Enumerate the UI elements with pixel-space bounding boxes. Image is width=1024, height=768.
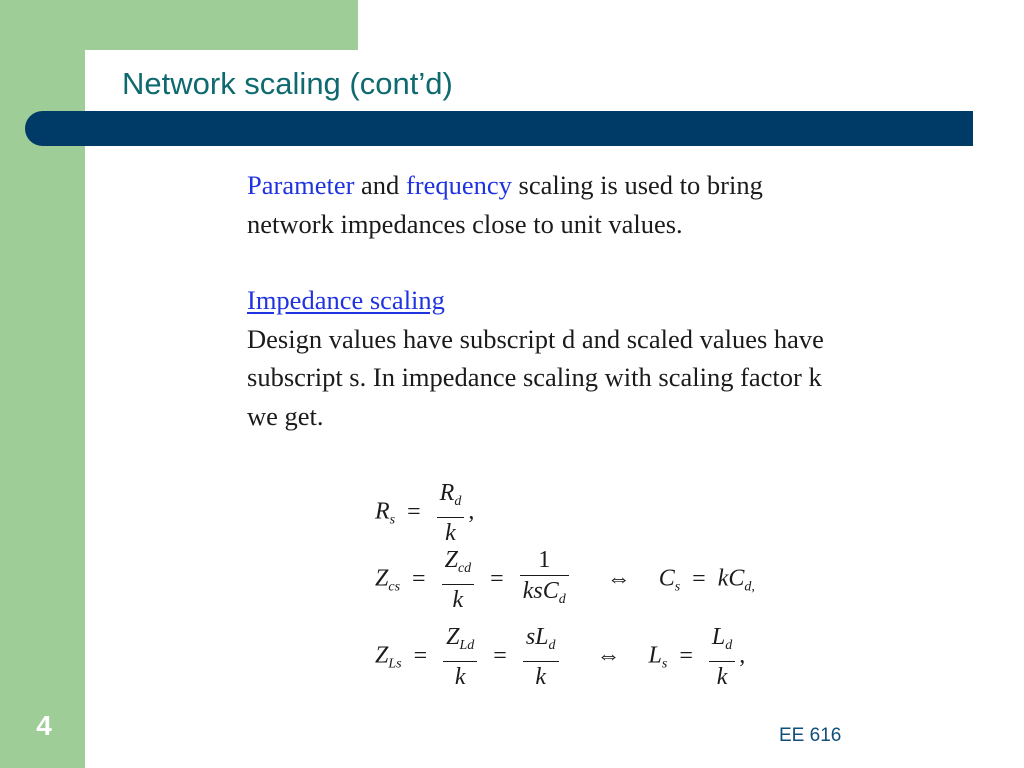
equation-zcs: $Z_{cs}$ = $\frac{Z_{cd}}{k}$ = $\frac{1}{ksC_d}$ ⇔ $C_s = kC_{d,}$: [375, 547, 755, 613]
slide-number: 4: [36, 710, 52, 741]
slide-title: Network scaling (cont’d): [122, 66, 453, 101]
title-underline-bar: [25, 111, 973, 146]
section-heading[interactable]: Impedance scaling: [247, 285, 445, 315]
frequency-word: frequency: [405, 170, 512, 200]
equivalence-icon: ⇔: [606, 565, 631, 592]
slide-body: [247, 166, 847, 435]
intro-paragraph: Parameter and frequency scaling is used to bring network impedances close to unit values.: [247, 170, 763, 239]
top-green-band: [0, 0, 358, 50]
parameter-word: Parameter: [247, 170, 355, 200]
section-paragraph: Design values have subscript d and scaled values have subscript s. In impedance scaling with scaling factor k we get.: [247, 323, 824, 431]
equation-zls: $Z_{Ls}$ = $\frac{Z_{Ld}}{k}$ = $\frac{sL_d}{k}$ ⇔ $L_s$ = $\frac{L_d}{k}$ ,: [375, 624, 746, 690]
footer-course-code: EE 616: [779, 725, 842, 746]
equivalence-icon: ⇔: [596, 642, 621, 669]
equation-rs: $R_s$ = $\frac{R_d}{k}$ ,: [375, 480, 475, 546]
